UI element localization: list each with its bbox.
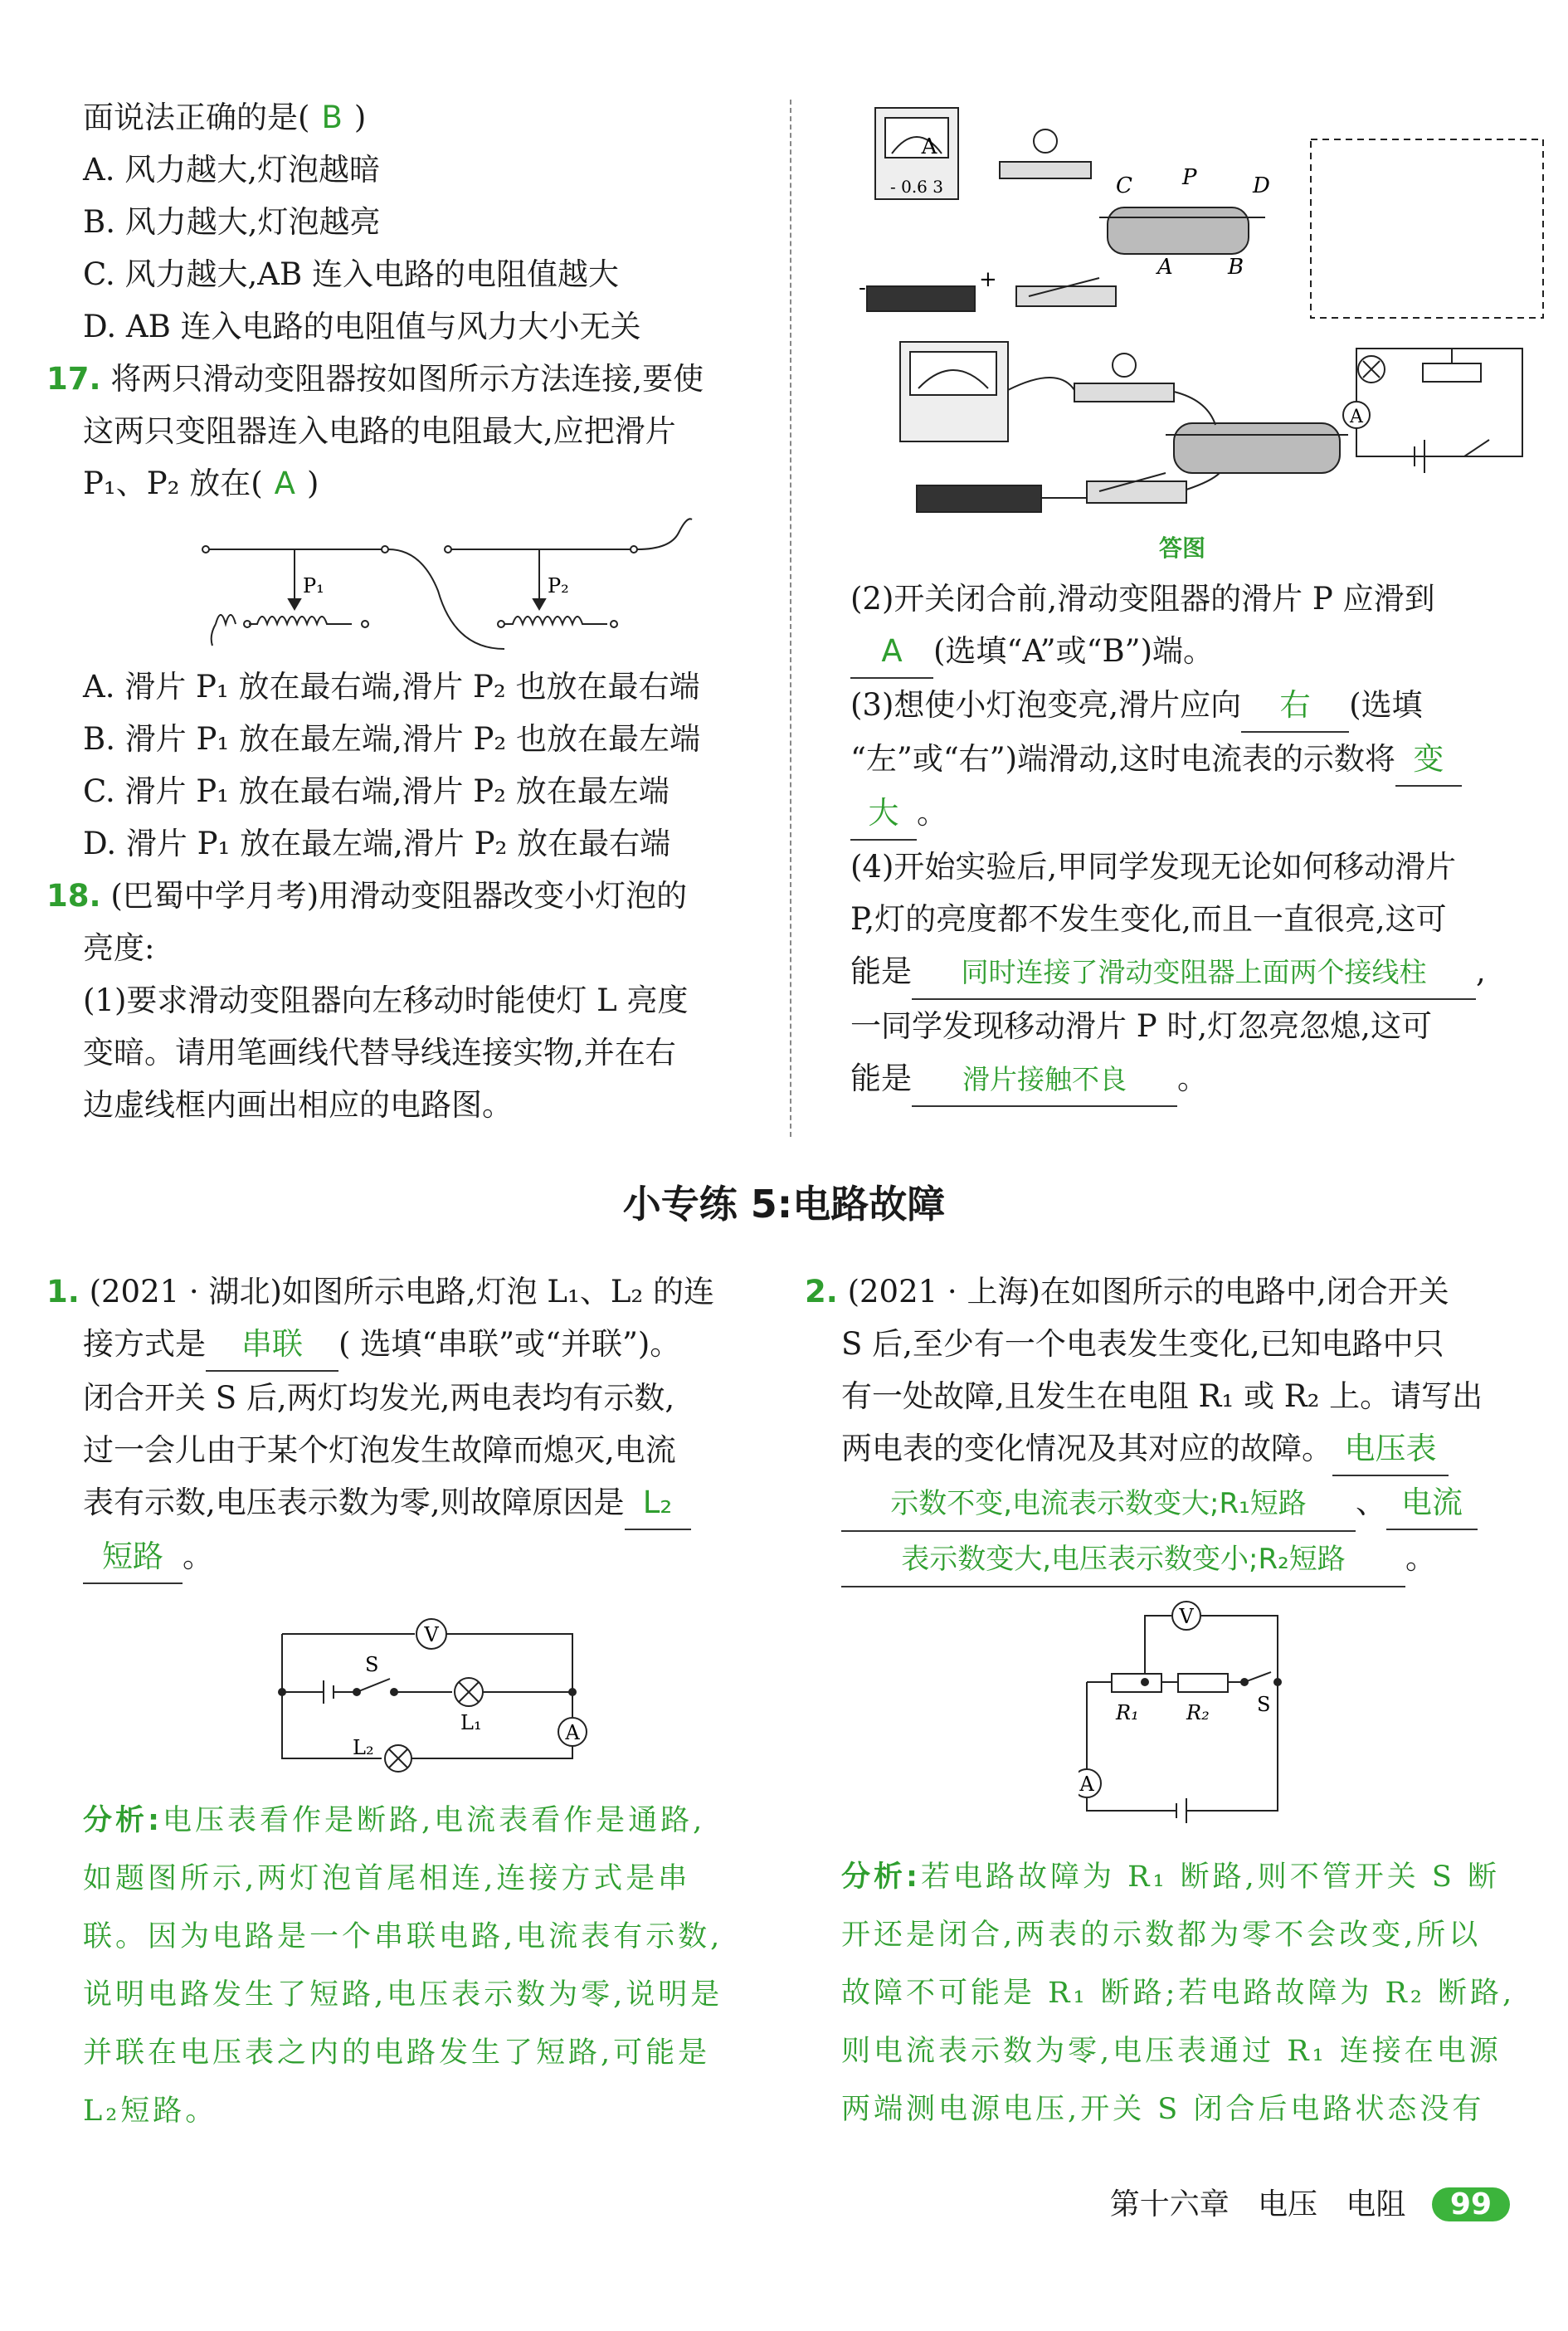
battery-plus: + xyxy=(979,267,997,292)
s2-analysis-line5: 两端测电源电压,开关 S 闭合后电路状态没有 xyxy=(841,2093,1485,2126)
s2-answer4: 表示数变大,电压表示数变小;R₂短路 xyxy=(841,1534,1405,1587)
s1-line6: 短路 。 xyxy=(83,1530,763,1584)
q16-option-c: C. 风力越大,AB 连入电路的电阻值越大 xyxy=(83,256,619,292)
q18-part1-line3: 边虚线框内画出相应的电路图。 xyxy=(83,1087,513,1123)
q18-figure xyxy=(850,0,1547,573)
footer-title1: 电压 xyxy=(1258,2187,1318,2221)
figure-caption: 答图 xyxy=(1158,534,1206,562)
q18-part4-line4: 一同学发现移动滑片 P 时,灯忽亮忽熄,这可 xyxy=(850,1008,1432,1044)
meter-scale: - 0.6 3 xyxy=(889,177,944,197)
q16-option-b: B. 风力越大,灯泡越亮 xyxy=(83,204,381,240)
s1-answer2b: 短路 xyxy=(83,1530,183,1584)
q18-part4-line5: 能是 滑片接触不良 。 xyxy=(850,1052,1531,1107)
q16-stem: 面说法正确的是( B ) xyxy=(83,100,367,135)
fig-label-c: C xyxy=(1116,173,1132,198)
battery-minus: - xyxy=(859,276,866,300)
s1-line2: 接方式是 串联 ( 选填“串联”或“并联”)。 xyxy=(83,1318,763,1372)
s1-line1: 1. (2021 · 湖北)如图所示电路,灯泡 L₁、L₂ 的连 xyxy=(46,1274,714,1309)
q18-part1-line1: (1)要求滑动变阻器向左移动时能使灯 L 亮度 xyxy=(83,983,689,1018)
q16-option-a: A. 风力越大,灯泡越暗 xyxy=(83,152,381,188)
q18-part3-line1: (3)想使小灯泡变亮,滑片应向 右 (选填 xyxy=(850,679,1531,733)
q17-fig-p2: P₂ xyxy=(548,574,569,597)
s2-answer3: 电流 xyxy=(1386,1476,1478,1530)
page-footer xyxy=(1110,2181,1510,2223)
left-bottom-column xyxy=(46,1265,763,2140)
s2-fig-a: A xyxy=(1079,1773,1094,1796)
q17-fig-p1: P₁ xyxy=(303,574,324,597)
q18-part4-line2: P,灯的亮度都不发生变化,而且一直很亮,这可 xyxy=(850,901,1447,937)
s2-analysis-line1: 分析:若电路故障为 R₁ 断路,则不管开关 S 断 xyxy=(841,1860,1500,1894)
q18-part4-answer1: 同时连接了滑动变阻器上面两个接线柱 xyxy=(912,946,1476,1000)
s1-analysis-line4: 说明电路发生了短路,电压表示数为零,说明是 xyxy=(83,1978,723,2012)
q17-option-b: B. 滑片 P₁ 放在最左端,滑片 P₂ 也放在最左端 xyxy=(83,721,700,757)
q18-line1: 18. (巴蜀中学月考)用滑动变阻器改变小灯泡的 xyxy=(46,878,688,914)
s1-line3: 闭合开关 S 后,两灯均发光,两电表均有示数, xyxy=(83,1380,675,1416)
q17-line1: 17. 将两只滑动变阻器按如图所示方法连接,要使 xyxy=(46,361,704,397)
q17-figure xyxy=(199,516,796,657)
s2-analysis xyxy=(805,1848,1518,2138)
q17-option-c: C. 滑片 P₁ 放在最右端,滑片 P₂ 放在最左端 xyxy=(83,773,670,809)
q18-number: 18. xyxy=(46,878,101,914)
q18-line2: 亮度: xyxy=(83,930,155,966)
s2-analysis-line2: 开还是闭合,两表的示数都为零不会改变,所以 xyxy=(841,1919,1482,1952)
q18-part3-answer2b: 大 xyxy=(850,787,917,841)
s2-fig-s: S xyxy=(1257,1693,1271,1716)
q18-part2-line1: (2)开关闭合前,滑动变阻器的滑片 P 应滑到 xyxy=(850,581,1435,617)
s1-analysis-line6: L₂短路。 xyxy=(83,2094,218,2128)
s2-line5: 示数不变,电流表示数变大;R₁短路 、 电流 xyxy=(805,1476,1518,1532)
s1-analysis-line3: 联。因为电路是一个串联电路,电流表有示数, xyxy=(83,1920,723,1953)
s1-analysis-label: 分析: xyxy=(83,1804,163,1837)
fig-label-b: B xyxy=(1228,255,1244,280)
s2-analysis-line4: 则电流表示数为零,电压表通过 R₁ 连接在电源 xyxy=(841,2035,1502,2068)
s2-number: 2. xyxy=(805,1274,838,1309)
s1-analysis xyxy=(83,1792,763,2140)
q18-part1-line2: 变暗。请用笔画线代替导线连接实物,并在右 xyxy=(83,1035,676,1070)
s1-analysis-line1: 分析:电压表看作是断路,电流表看作是通路, xyxy=(83,1804,706,1837)
small-diagram-ammeter: A xyxy=(1350,407,1363,427)
s1-fig-a: A xyxy=(565,1721,580,1744)
q17-line2: 这两只变阻器连入电路的电阻最大,应把滑片 xyxy=(83,413,676,449)
q17-number: 17. xyxy=(46,361,101,397)
right-bottom-column xyxy=(805,1265,1518,2138)
footer-chapter: 第十六章 xyxy=(1109,2187,1230,2221)
q18-part4-line3: 能是 同时连接了滑动变阻器上面两个接线柱 , xyxy=(850,945,1531,1000)
fig-label-a: A xyxy=(1157,255,1173,280)
column-divider xyxy=(790,100,791,1137)
q18-part3-line2: “左”或“右”)端滑动,这时电流表的示数将 变 xyxy=(850,733,1531,787)
q17-line3: P₁、P₂ 放在( A ) xyxy=(83,466,319,501)
s2-analysis-label: 分析: xyxy=(841,1860,921,1894)
q17-answer: A xyxy=(274,466,295,501)
fig-label-p: P xyxy=(1182,165,1197,190)
q16-option-d: D. AB 连入电路的电阻值与风力大小无关 xyxy=(83,309,641,344)
s2-line2: S 后,至少有一个电表发生变化,已知电路中只 xyxy=(841,1326,1444,1362)
q18-part4-line1: (4)开始实验后,甲同学发现无论如何移动滑片 xyxy=(850,849,1457,885)
s1-fig-v: V xyxy=(424,1623,439,1646)
q18-part3-answer2a: 变 xyxy=(1395,733,1462,787)
q17-option-d: D. 滑片 P₁ 放在最左端,滑片 P₂ 放在最右端 xyxy=(83,826,671,861)
right-top-column xyxy=(850,0,1531,1107)
s2-figure xyxy=(1079,1599,1327,1840)
footer-title2: 电阻 xyxy=(1346,2187,1406,2221)
s1-number: 1. xyxy=(46,1274,80,1309)
q16-answer: B xyxy=(321,100,343,135)
q18-part3-line3: 大 。 xyxy=(850,787,1531,841)
q18-part3-answer1: 右 xyxy=(1241,679,1349,733)
s1-fig-s: S xyxy=(365,1653,379,1676)
s2-fig-r1: R₁ xyxy=(1116,1701,1139,1724)
s1-fig-l1: L₁ xyxy=(460,1711,482,1734)
s1-fig-l2: L₂ xyxy=(353,1736,374,1759)
fig-label-d: D xyxy=(1253,173,1270,198)
s2-analysis-line3: 故障不可能是 R₁ 断路;若电路故障为 R₂ 断路, xyxy=(841,1977,1516,2010)
q17-option-a: A. 滑片 P₁ 放在最右端,滑片 P₂ 也放在最右端 xyxy=(83,669,700,705)
s1-answer2a: L₂ xyxy=(625,1476,691,1530)
q18-part4-answer2: 滑片接触不良 xyxy=(912,1053,1177,1107)
s2-line1: 2. (2021 · 上海)在如图所示的电路中,闭合开关 xyxy=(805,1274,1449,1309)
s2-fig-v: V xyxy=(1179,1605,1194,1628)
page-number-badge: 99 xyxy=(1432,2187,1510,2221)
q18-part2-answer: A xyxy=(850,625,933,679)
s2-fig-r2: R₂ xyxy=(1186,1701,1210,1724)
s2-answer1: 电压表 xyxy=(1332,1422,1449,1476)
section-title: 小专练 5:电路故障 xyxy=(622,1182,946,1226)
s1-answer1: 串联 xyxy=(206,1318,338,1372)
s1-line4: 过一会儿由于某个灯泡发生故障而熄灭,电流 xyxy=(83,1432,676,1468)
s2-line6: 表示数变大,电压表示数变小;R₂短路 。 xyxy=(805,1532,1518,1587)
meter-label: A xyxy=(921,134,937,159)
s2-answer2: 示数不变,电流表示数变大;R₁短路 xyxy=(841,1478,1356,1532)
s1-figure xyxy=(274,1592,622,1783)
s1-analysis-line5: 并联在电压表之内的电路发生了短路,可能是 xyxy=(83,2036,711,2070)
s2-line3: 有一处故障,且发生在电阻 R₁ 或 R₂ 上。请写出 xyxy=(841,1378,1483,1414)
left-top-column xyxy=(46,91,772,1131)
s1-analysis-line2: 如题图所示,两灯泡首尾相连,连接方式是串 xyxy=(83,1862,691,1895)
s1-line5: 表有示数,电压表示数为零,则故障原因是 L₂ xyxy=(83,1476,763,1530)
s2-line4: 两电表的变化情况及其对应的故障。 电压表 xyxy=(805,1422,1518,1476)
q18-part2-line2: A (选填“A”或“B”)端。 xyxy=(850,625,1531,679)
